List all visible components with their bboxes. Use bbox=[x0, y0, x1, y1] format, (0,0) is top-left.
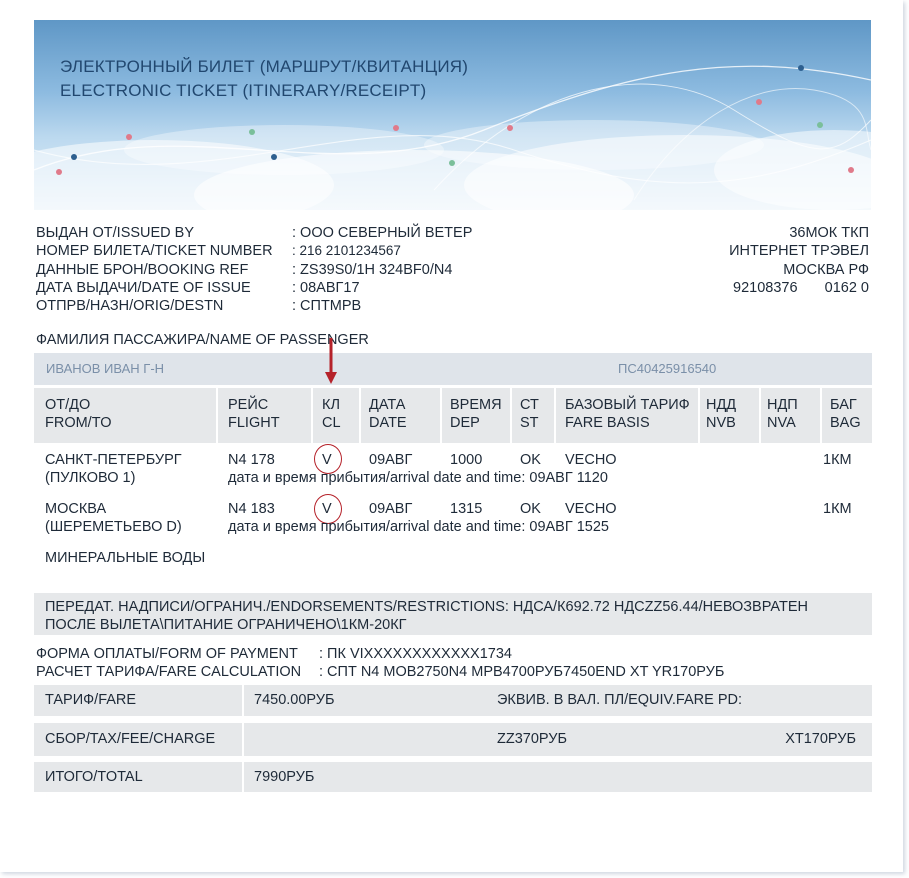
fare-calc-label: РАСЧЕТ ТАРИФА/FARE CALCULATION bbox=[36, 664, 302, 680]
segment-2-from: МОСКВА bbox=[45, 501, 107, 517]
col-st-en: ST bbox=[520, 415, 539, 431]
booking-ref-value: : ZS39S0/1H 324BF0/N4 bbox=[292, 262, 453, 278]
segment-1-airport: (ПУЛКОВО 1) bbox=[45, 470, 136, 486]
agency-num1: 92108376 bbox=[733, 280, 798, 296]
endorsements-line1: ПЕРЕДАТ. НАДПИСИ/ОГРАНИЧ./ENDORSEMENTS/RESTRICTIONS: НДСА/К692.72 НДСZZ56.44/НЕВОЗВРАТЕН bbox=[45, 599, 808, 615]
segment-2-flight: N4 183 bbox=[228, 501, 275, 517]
date-issue-value: : 08АВГ17 bbox=[292, 280, 360, 296]
col-from-ru: ОТ/ДО bbox=[45, 397, 91, 413]
equiv-fare-label: ЭКВИВ. В ВАЛ. ПЛ/EQUIV.FARE PD: bbox=[497, 692, 742, 708]
passenger-band bbox=[34, 353, 872, 385]
endorsements-line2: ПОСЛЕ ВЫЛЕТА\ПИТАНИЕ ОГРАНИЧЕНО\1КМ-20КГ bbox=[45, 617, 407, 633]
col-dep-en: DEP bbox=[450, 415, 480, 431]
sky-clouds-graphic bbox=[34, 20, 871, 210]
col-from-en: FROM/TO bbox=[45, 415, 112, 431]
orig-destn-value: : СПТМРВ bbox=[292, 298, 362, 314]
orig-destn-label: ОТПРВ/НАЗН/ORIG/DESTN bbox=[36, 298, 224, 314]
agency-code: 36МОК ТКП bbox=[789, 225, 869, 241]
fare-value: 7450.00РУБ bbox=[254, 692, 335, 708]
segment-1-arrival: дата и время прибытия/arrival date and time: 09АВГ 1120 bbox=[228, 470, 608, 486]
banner-title-en: ELECTRONIC TICKET (ITINERARY/RECEIPT) bbox=[60, 81, 427, 100]
segment-1-bag: 1КМ bbox=[823, 452, 852, 468]
segment-1-fare-basis: VECHO bbox=[565, 452, 617, 468]
segment-1-from: САНКТ-ПЕТЕРБУРГ bbox=[45, 452, 182, 468]
agency-name: ИНТЕРНЕТ ТРЭВЕЛ bbox=[729, 243, 869, 259]
segment-1-flight: N4 178 bbox=[228, 452, 275, 468]
fare-label: ТАРИФ/FARE bbox=[45, 692, 137, 708]
segment-2-bag: 1КМ bbox=[823, 501, 852, 517]
ticket-number-value: : 216 2101234567 bbox=[292, 243, 401, 258]
ticket-number-label: НОМЕР БИЛЕТА/TICKET NUMBER bbox=[36, 243, 273, 259]
booking-ref-label: ДАННЫЕ БРОН/BOOKING REF bbox=[36, 262, 249, 278]
tax-value-zz: ZZ370РУБ bbox=[497, 731, 567, 747]
segment-2-arrival: дата и время прибытия/arrival date and time: 09АВГ 1525 bbox=[228, 519, 609, 535]
tax-value-xt: XT170РУБ bbox=[785, 731, 856, 747]
col-nva-ru: НДП bbox=[767, 397, 798, 413]
passenger-document: ПС40425916540 bbox=[618, 361, 717, 376]
col-bag-en: BAG bbox=[830, 415, 861, 431]
passenger-name: ИВАНОВ ИВАН Г-Н bbox=[46, 361, 165, 376]
segment-1-status: OK bbox=[520, 452, 541, 468]
issued-by-value: : ООО СЕВЕРНЫЙ ВЕТЕР bbox=[292, 225, 473, 241]
form-of-payment-label: ФОРМА ОПЛАТЫ/FORM OF PAYMENT bbox=[36, 646, 298, 662]
segment-2-dep: 1315 bbox=[450, 501, 483, 517]
segment-2-date: 09АВГ bbox=[369, 501, 413, 517]
issued-by-label: ВЫДАН ОТ/ISSUED BY bbox=[36, 225, 195, 241]
tax-label: СБОР/TAX/FEE/CHARGE bbox=[45, 731, 216, 747]
col-fare-basis-en: FARE BASIS bbox=[565, 415, 650, 431]
segment-2-class: V bbox=[322, 501, 332, 517]
col-nvb-en: NVB bbox=[706, 415, 736, 431]
date-issue-label: ДАТА ВЫДАЧИ/DATE OF ISSUE bbox=[36, 280, 251, 296]
segment-1-dep: 1000 bbox=[450, 452, 483, 468]
col-nvb-ru: НДД bbox=[706, 397, 737, 413]
total-value: 7990РУБ bbox=[254, 769, 315, 785]
col-fare-basis-ru: БАЗОВЫЙ ТАРИФ bbox=[565, 397, 690, 413]
final-destination: МИНЕРАЛЬНЫЕ ВОДЫ bbox=[45, 550, 206, 566]
banner-title-ru: ЭЛЕКТРОННЫЙ БИЛЕТ (МАРШРУТ/КВИТАНЦИЯ) bbox=[60, 57, 469, 76]
col-nva-en: NVA bbox=[767, 415, 796, 431]
total-label: ИТОГО/TOTAL bbox=[45, 769, 143, 785]
fare-row bbox=[34, 685, 872, 716]
passenger-label: ФАМИЛИЯ ПАССАЖИРА/NAME OF PASSENGER bbox=[36, 332, 369, 348]
segment-1-date: 09АВГ bbox=[369, 452, 413, 468]
agency-num2: 0162 0 bbox=[824, 280, 869, 296]
segment-1-class: V bbox=[322, 452, 332, 468]
annotation-arrow-icon bbox=[324, 338, 338, 386]
segment-2-fare-basis: VECHO bbox=[565, 501, 617, 517]
agency-city: МОСКВА РФ bbox=[783, 262, 869, 278]
col-cl-ru: КЛ bbox=[322, 397, 340, 413]
segment-2-status: OK bbox=[520, 501, 541, 517]
form-of-payment-value: : ПК VIXXXXXXXXXXXX1734 bbox=[319, 646, 512, 662]
col-date-ru: ДАТА bbox=[369, 397, 406, 413]
col-date-en: DATE bbox=[369, 415, 407, 431]
col-cl-en: CL bbox=[322, 415, 341, 431]
fare-calc-value: : СПТ N4 MOB2750N4 MPB4700РУБ7450END XT YR170РУБ bbox=[319, 664, 725, 680]
col-flight-en: FLIGHT bbox=[228, 415, 280, 431]
total-row bbox=[34, 762, 872, 792]
col-dep-ru: ВРЕМЯ bbox=[450, 397, 502, 413]
col-flight-ru: РЕЙС bbox=[228, 397, 269, 413]
ticket-banner bbox=[34, 20, 871, 210]
col-st-ru: СТ bbox=[520, 397, 539, 413]
col-bag-ru: БАГ bbox=[830, 397, 857, 413]
segment-2-airport: (ШЕРЕМЕТЬЕВО D) bbox=[45, 519, 182, 535]
